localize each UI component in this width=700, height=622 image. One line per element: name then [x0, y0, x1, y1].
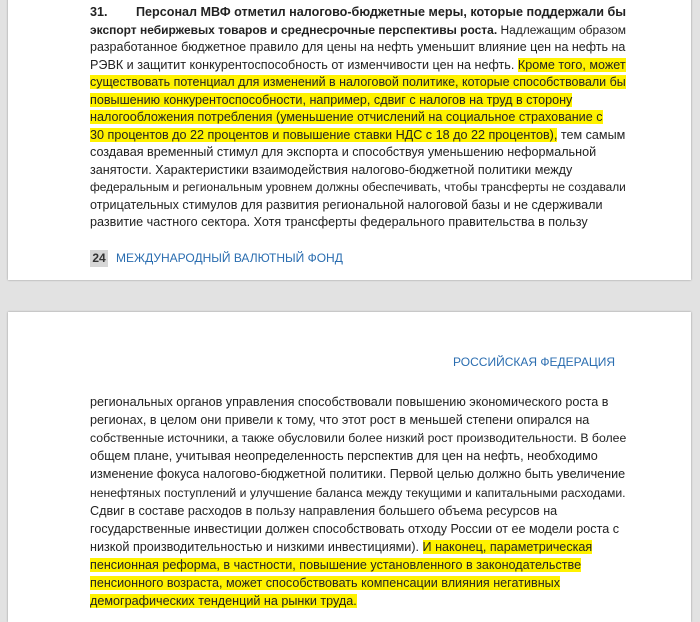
text-line: [90, 127, 625, 144]
footer-page-number: 24: [90, 250, 108, 267]
text-line: [90, 57, 626, 74]
text-run: создавая временный стимул для экспорта и способствуя уменьшению неформальной: [90, 145, 597, 159]
text-line: [90, 214, 588, 231]
text-line: [90, 179, 626, 196]
bold-text: экспорт небиржевых товаров и среднесрочные перспективы роста.: [90, 22, 498, 37]
highlighted-text: повышению конкурентоспособности, например, сдвиг с налогов на труд в сторону: [90, 92, 573, 107]
text-run: ненефтяных поступлений и улучшение баланса между текущими и капитальными расходами.: [90, 485, 626, 500]
text-run: изменение фокуса налогово-бюджетной политики. Первой целью должно быть увеличение: [90, 467, 626, 482]
text-line: [90, 503, 557, 520]
highlighted-text: существовать потенциал для изменений в налоговой политике, которые способствовали бы: [90, 75, 626, 89]
running-header: РОССИЙСКАЯ ФЕДЕРАЦИЯ: [453, 355, 615, 369]
text-line: [90, 162, 572, 179]
text-line: [90, 521, 619, 538]
text-run: отрицательных стимулов для развития региональной налоговой базы и не сдерживали: [90, 197, 603, 212]
text-run: собственные источники, а также обусловили более низкий рост производительности. В более: [90, 431, 627, 446]
text-line: [90, 557, 581, 574]
text-run: общем плане, учитывая неопределенность перспектив для цен на нефть, необходимо: [90, 449, 598, 464]
text-line: [90, 539, 592, 556]
document-page-1: [8, 0, 691, 280]
text-line: [90, 466, 625, 483]
text-line: [90, 485, 626, 502]
text-line: [90, 92, 572, 109]
text-run: Надлежащим образом: [497, 22, 626, 37]
text-line: [90, 197, 603, 214]
highlighted-text: демографических тенденций на рынки труда.: [90, 594, 357, 609]
text-line: [90, 448, 598, 465]
highlighted-text: Кроме того, может: [517, 57, 626, 72]
bold-text: Персонал МВФ отметил налогово-бюджетные меры, которые поддержали бы: [136, 5, 626, 19]
highlighted-text: пенсионного возраста, может способствовать компенсации влияния негативных: [90, 576, 561, 590]
text-run: региональных органов управления способствовали повышению экономического роста в: [90, 395, 609, 409]
text-run: разработанное бюджетное правило для цены на нефть уменьшит влияние цен на нефть на: [90, 40, 626, 54]
text-run: развитие частного сектора. Хотя трансферты федерального правительства в пользу: [90, 215, 588, 229]
text-run: РЭВК и защитит конкурентоспособность от изменчивости цен на нефть.: [90, 57, 518, 72]
highlighted-text: И наконец, параметрическая: [422, 539, 593, 554]
text-line: [90, 394, 608, 411]
text-run: государственные инвестиции должен способствовать отходу России от ее модели роста с: [90, 521, 619, 536]
paragraph-number: 31.: [90, 5, 108, 19]
highlighted-text: 30 процентов до 22 процентов и повышение ставки НДС с 18 до 22 процентов),: [90, 127, 558, 142]
text-run: федеральным и региональным уровнем должны обеспечивать, чтобы трансферты не создавали: [90, 180, 626, 194]
text-line: [90, 74, 626, 91]
highlighted-text: налогообложения потребления (уменьшение отчислений на социальное страхование с: [90, 110, 603, 124]
text-line: [136, 4, 626, 21]
text-run: Сдвиг в составе расходов в пользу направления большего объема ресурсов на: [90, 503, 558, 518]
footer-organization: МЕЖДУНАРОДНЫЙ ВАЛЮТНЫЙ ФОНД: [116, 251, 343, 265]
text-line: [90, 593, 357, 610]
text-run: регионах, в целом они привели к тому, что этот рост в меньшей степени опирался на: [90, 413, 590, 428]
text-run: занятости. Характеристики взаимодействия налогово-бюджетной политики между: [90, 162, 573, 177]
text-run: низкой производительностью и низкими инвестициями).: [90, 539, 423, 554]
text-line: [90, 412, 589, 429]
document-page-2: [8, 312, 691, 622]
text-line: [90, 109, 603, 126]
text-line: [90, 22, 626, 39]
text-line: [90, 144, 596, 161]
text-line: [90, 575, 560, 592]
text-line: [90, 430, 626, 447]
text-run: тем самым: [557, 127, 626, 142]
highlighted-text: пенсионная реформа, в частности, повышение установленного в законодательстве: [90, 557, 582, 572]
text-line: [90, 39, 625, 56]
